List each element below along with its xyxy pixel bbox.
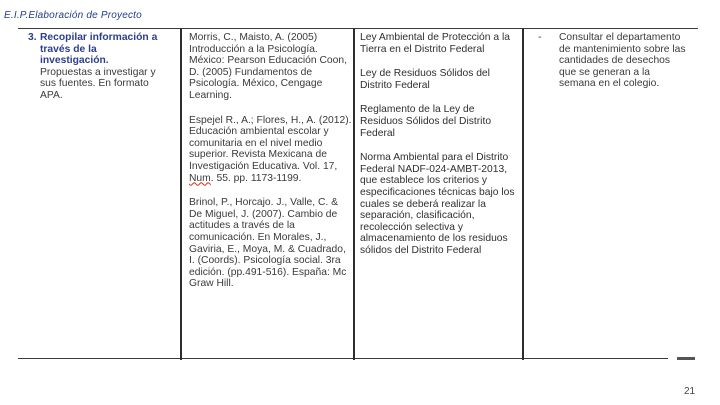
document-header: E.I.P.Elaboración de Proyecto — [4, 10, 142, 21]
slide-menu-icon[interactable] — [675, 357, 697, 371]
activity-title-text: Recopilar información a través de la investigación. — [40, 32, 158, 67]
column-references — [189, 32, 353, 303]
column-actions — [538, 32, 688, 90]
column-divider-3 — [522, 28, 524, 360]
reference-2 — [189, 115, 353, 185]
legislation-item-2: Ley de Residuos Sólidos del Distrito Federal — [360, 68, 490, 91]
slide-menu-bar — [677, 357, 695, 360]
column-divider-2 — [353, 28, 355, 360]
page-number: 21 — [684, 386, 696, 397]
legislation-item-4: Norma Ambiental para el Distrito Federal NADF-024-AMBT-2013, que establece los criterios y especificaciones técnicas bajo los cuales se deberá realizar la separación, clasificación, recolección selectiva y almacenamiento de los residuos sólidos del Distrito Federal — [360, 152, 515, 256]
column-legislation — [360, 32, 518, 270]
legislation-item-1: Ley Ambiental de Protección a la Tierra en el Distrito Federal — [360, 32, 510, 55]
legislation-item-3: Reglamento de la Ley de Residuos Sólidos del Distrito Federal — [360, 104, 492, 139]
activity-title — [28, 32, 164, 67]
column-activity — [28, 32, 164, 102]
reference-2-tail: . 55. pp. 1173-1199. — [210, 172, 302, 184]
spellcheck-word: Num — [189, 172, 211, 184]
action-bullet: - — [538, 32, 542, 43]
action-text: Consultar el departamento de mantenimiento sobre las cantidades de desechos que se generan a la semana en el colegio. — [559, 32, 686, 90]
table-bottom-border — [18, 358, 668, 359]
table-top-border — [18, 28, 698, 29]
reference-1: Morris, C., Maisto, A. (2005) Introducción a la Psicología. México: Pearson Educación Coon, D. (2005) Fundamentos de Psicología. México, Cengage Learning. — [189, 32, 347, 101]
activity-number: 3. — [28, 32, 37, 43]
reference-2-text: Espejel R., A.; Flores, H., A. (2012). Educación ambiental escolar y comunitaria en el nivel medio superior. Revista Mexicana de Investigación Educativa. Vol. 17, — [189, 114, 352, 172]
column-divider-1 — [180, 28, 182, 360]
activity-description: Propuestas a investigar y sus fuentes. En formato APA. — [40, 66, 156, 101]
reference-3: Brinol, P., Horcajo. J., Valle, C. & De Miguel, J. (2007). Cambio de actitudes a través de la comunicación. En Morales, J., Gaviria, E., Moya, M. & Cuadrado, I. (Coords). Psicología social. 3ra edición. (pp.491-516). España: Mc Graw Hill. — [189, 197, 347, 290]
